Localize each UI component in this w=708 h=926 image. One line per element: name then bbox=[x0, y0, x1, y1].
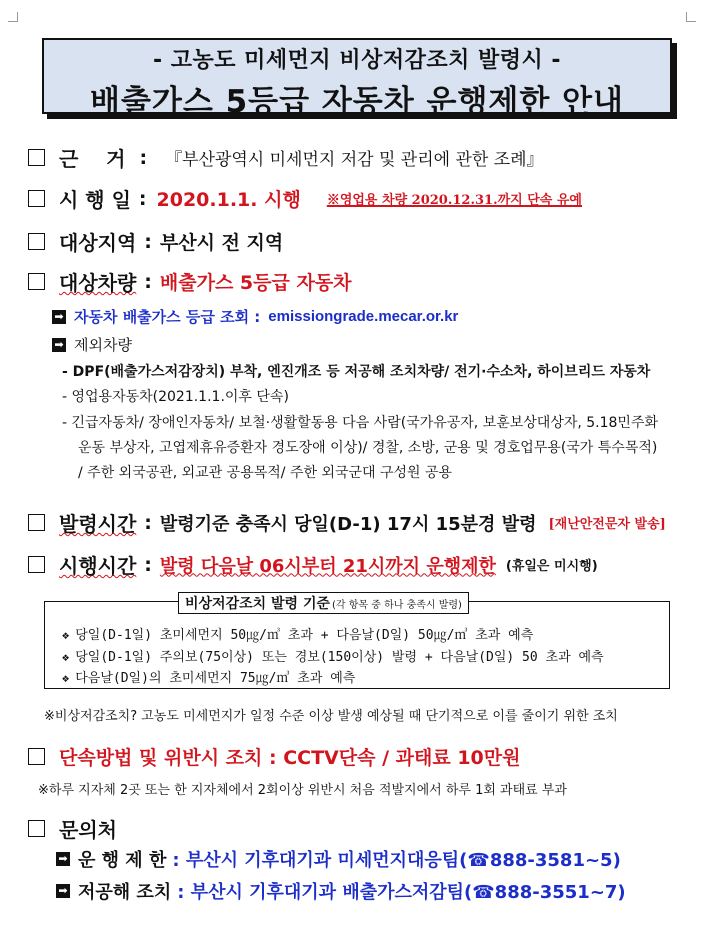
exempt-label: 제외차량 bbox=[74, 336, 132, 354]
criteria-item: ❖ 당일(D-1일) 초미세먼지 50㎍/㎥ 초과 + 다음날(D일) 50㎍/㎥ 초과 예측 bbox=[62, 628, 534, 643]
issue-time-row: 발령시간 : 발령기준 충족시 당일(D-1) 17시 15분경 발령 [재난안전문자 발송] bbox=[28, 508, 666, 537]
issue-time-label: 발령시간 bbox=[59, 512, 137, 536]
contact-row bbox=[28, 814, 117, 843]
effective-value: 2020.1.1. 시행 bbox=[156, 189, 301, 211]
operation-time-label: 시행시간 bbox=[59, 554, 137, 578]
enforcement-note: ※하루 지자체 2곳 또는 한 지자체에서 2회이상 위반시 처음 적발지에서 하루 1회 과태료 부과 bbox=[38, 783, 567, 798]
checkbox-icon bbox=[28, 748, 45, 765]
basis-row: 근 거 : 『부산광역시 미세먼지 저감 및 관리에 관한 조례』 bbox=[28, 143, 544, 172]
vehicles-row: 대상차량 : 배출가스 5등급 자동차 bbox=[28, 267, 352, 296]
enforcement-label: 단속방법 및 위반시 조치 : CCTV단속 / 과태료 10만원 bbox=[59, 747, 521, 769]
contact-item-value: : 부산시 기후대기과 미세먼지대응팀(☎888-3581~5) bbox=[172, 850, 621, 871]
effective-note: ※영업용 차량 2020.12.31.까지 단속 유예 bbox=[326, 193, 582, 208]
contact-item bbox=[56, 878, 626, 904]
exempt-item: - 영업용자동차(2021.1.1.이후 단속) bbox=[62, 389, 289, 405]
lookup-url[interactable]: emissiongrade.mecar.or.kr bbox=[268, 308, 459, 325]
vehicles-label: 대상차량 bbox=[59, 271, 137, 295]
criteria-item: ❖ 당일(D-1일) 주의보(75이상) 또는 경보(150이상) 발령 + 다음날(D일) 50 초과 예측 bbox=[62, 650, 604, 665]
arrow-right-icon: ➡ bbox=[52, 338, 66, 352]
operation-time-note: (휴일은 미시행) bbox=[505, 559, 598, 574]
region-row: 대상지역 : 부산시 전 지역 bbox=[28, 227, 283, 256]
criteria-note: ※비상저감조치? 고농도 미세먼지가 일정 수준 이상 발생 예상될 때 단기적으로 이를 줄이기 위한 조치 bbox=[44, 709, 618, 724]
diamond-bullet-icon: ❖ bbox=[62, 650, 70, 664]
title-main: 배출가스 5등급 자동차 운행제한 안내 bbox=[90, 84, 624, 120]
arrow-right-icon: ➡ bbox=[56, 852, 70, 866]
operation-time-value: 발령 다음날 06시부터 21시까지 운행제한 bbox=[159, 555, 496, 577]
exempt-row bbox=[52, 334, 132, 355]
basis-label: 근 거 bbox=[59, 147, 126, 171]
exempt-item: / 주한 외국공관, 외교관 공용목적/ 주한 외국군대 구성원 공용 bbox=[78, 465, 453, 481]
arrow-right-icon: ➡ bbox=[56, 884, 70, 898]
criteria-title bbox=[178, 592, 469, 614]
diamond-bullet-icon: ❖ bbox=[62, 671, 70, 685]
lookup-row bbox=[52, 306, 458, 327]
contact-item-label: 저공해 조치 bbox=[78, 882, 172, 903]
criteria-title-note: (각 항목 중 하나 충족시 발령) bbox=[332, 599, 462, 611]
checkbox-icon bbox=[28, 820, 45, 837]
region-value: 부산시 전 지역 bbox=[159, 232, 284, 254]
checkbox-icon bbox=[28, 233, 45, 250]
issue-time-value: 발령기준 충족시 당일(D-1) 17시 15분경 발령 bbox=[159, 513, 537, 535]
checkbox-icon bbox=[28, 273, 45, 290]
criteria-title-text: 비상저감조치 발령 기준 bbox=[185, 596, 330, 612]
lookup-label: 자동차 배출가스 등급 조회 : bbox=[74, 308, 261, 326]
criteria-item: ❖ 다음날(D일)의 초미세먼지 75㎍/㎥ 초과 예측 bbox=[62, 671, 356, 686]
contact-item-label: 운 행 제 한 bbox=[78, 850, 167, 871]
checkbox-icon bbox=[28, 149, 45, 166]
issue-time-note: [재난안전문자 발송] bbox=[548, 517, 666, 532]
checkbox-icon bbox=[28, 190, 45, 207]
exempt-item: - 긴급자동차/ 장애인자동차/ 보철·생활할동용 다음 사람(국가유공자, 보훈보상대상자, 5.18민주화 bbox=[62, 415, 659, 431]
exempt-item: 운동 부상자, 고엽제휴유증환자 경도장애 이상)/ 경찰, 소방, 군용 및 경호업무용(국가 특수목적) bbox=[78, 440, 658, 456]
page-corner-mark bbox=[8, 12, 18, 22]
vehicles-value: 배출가스 5등급 자동차 bbox=[159, 272, 352, 294]
operation-time-row: 시행시간 : 발령 다음날 06시부터 21시까지 운행제한 (휴일은 미시행) bbox=[28, 550, 598, 579]
title-subtitle: - 고농도 미세먼지 비상저감조치 발령시 - bbox=[152, 48, 562, 73]
contact-item bbox=[56, 846, 621, 872]
contact-label: 문의처 bbox=[59, 818, 117, 842]
enforcement-row bbox=[28, 743, 520, 770]
arrow-right-icon: ➡ bbox=[52, 310, 66, 324]
contact-item-value: : 부산시 기후대기과 배출가스저감팀(☎888-3551~7) bbox=[177, 882, 626, 903]
basis-value: 『부산광역시 미세먼지 저감 및 관리에 관한 조례』 bbox=[165, 150, 544, 170]
checkbox-icon bbox=[28, 514, 45, 531]
exempt-item: - DPF(배출가스저감장치) 부착, 엔진개조 등 저공해 조치차량/ 전기·수소차, 하이브리드 자동차 bbox=[62, 364, 651, 380]
effective-row: 시 행 일 : 2020.1.1. 시행 ※영업용 차량 2020.12.31.까지 단속 유예 bbox=[28, 184, 582, 213]
checkbox-icon bbox=[28, 556, 45, 573]
page-corner-mark bbox=[686, 12, 696, 22]
title-banner bbox=[42, 38, 672, 120]
diamond-bullet-icon: ❖ bbox=[62, 628, 70, 642]
effective-label: 시 행 일 bbox=[59, 188, 131, 212]
region-label: 대상지역 bbox=[59, 231, 137, 255]
